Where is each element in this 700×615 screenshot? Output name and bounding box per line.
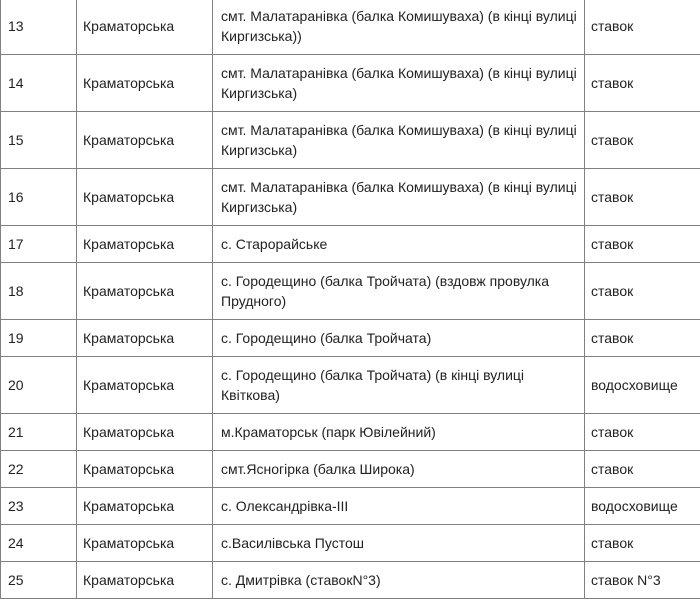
- water-body-type-cell: ставок: [585, 525, 700, 562]
- district-cell: Краматорська: [77, 525, 213, 562]
- table-row: [1, 357, 700, 414]
- location-cell: м.Краматорськ (парк Ювілейний): [213, 414, 585, 451]
- district-cell: Краматорська: [77, 357, 213, 414]
- row-number: 22: [1, 451, 77, 488]
- water-body-type-cell: ставок: [585, 451, 700, 488]
- table-row: [1, 525, 700, 562]
- table-row: [1, 562, 700, 599]
- table-row: [1, 0, 700, 55]
- water-body-type-cell: ставок: [585, 320, 700, 357]
- location-cell: с. Городещино (балка Тройчата) (вздовж провулка Прудного): [213, 263, 585, 320]
- location-cell: с. Городещино (балка Тройчата) (в кінці вулиці Квіткова): [213, 357, 585, 414]
- district-cell: Краматорська: [77, 263, 213, 320]
- district-cell: Краматорська: [77, 451, 213, 488]
- table-row: [1, 488, 700, 525]
- district-cell: Краматорська: [77, 0, 213, 55]
- location-cell: с. Городещино (балка Тройчата): [213, 320, 585, 357]
- location-cell: с. Олександрівка-ІІІ: [213, 488, 585, 525]
- row-number: 23: [1, 488, 77, 525]
- water-body-type-cell: водосховище: [585, 357, 700, 414]
- table-row: [1, 320, 700, 357]
- water-body-type-cell: ставок: [585, 0, 700, 55]
- location-cell: смт. Малатаранівка (балка Комишуваха) (в кінці вулиці Киргизська)): [213, 0, 585, 55]
- location-cell: с. Дмитрівка (ставокN°3): [213, 562, 585, 599]
- water-body-type-cell: ставок N°3: [585, 562, 700, 599]
- district-cell: Краматорська: [77, 112, 213, 169]
- table-row: [1, 169, 700, 226]
- table-row: [1, 263, 700, 320]
- district-cell: Краматорська: [77, 55, 213, 112]
- water-body-type-cell: ставок: [585, 112, 700, 169]
- location-cell: смт.Ясногірка (балка Широка): [213, 451, 585, 488]
- district-cell: Краматорська: [77, 488, 213, 525]
- water-body-type-cell: ставок: [585, 55, 700, 112]
- table-row: [1, 55, 700, 112]
- water-body-type-cell: ставок: [585, 169, 700, 226]
- row-number: 14: [1, 55, 77, 112]
- row-number: 19: [1, 320, 77, 357]
- district-cell: Краматорська: [77, 169, 213, 226]
- row-number: 24: [1, 525, 77, 562]
- district-cell: Краматорська: [77, 562, 213, 599]
- row-number: 21: [1, 414, 77, 451]
- row-number: 13: [1, 0, 77, 55]
- location-cell: с. Старорайське: [213, 226, 585, 263]
- table-row: [1, 226, 700, 263]
- row-number: 18: [1, 263, 77, 320]
- table-row: [1, 451, 700, 488]
- row-number: 20: [1, 357, 77, 414]
- water-body-type-cell: ставок: [585, 226, 700, 263]
- water-body-type-cell: ставок: [585, 414, 700, 451]
- location-cell: смт. Малатаранівка (балка Комишуваха) (в кінці вулиці Киргизська): [213, 112, 585, 169]
- table-row: [1, 112, 700, 169]
- district-cell: Краматорська: [77, 414, 213, 451]
- location-cell: смт. Малатаранівка (балка Комишуваха) (в кінці вулиці Киргизська): [213, 169, 585, 226]
- table-row: [1, 414, 700, 451]
- district-cell: Краматорська: [77, 320, 213, 357]
- water-body-type-cell: водосховище: [585, 488, 700, 525]
- row-number: 25: [1, 562, 77, 599]
- row-number: 16: [1, 169, 77, 226]
- water-body-type-cell: ставок: [585, 263, 700, 320]
- location-cell: смт. Малатаранівка (балка Комишуваха) (в кінці вулиці Киргизська): [213, 55, 585, 112]
- location-cell: с.Василівська Пустош: [213, 525, 585, 562]
- district-cell: Краматорська: [77, 226, 213, 263]
- row-number: 17: [1, 226, 77, 263]
- row-number: 15: [1, 112, 77, 169]
